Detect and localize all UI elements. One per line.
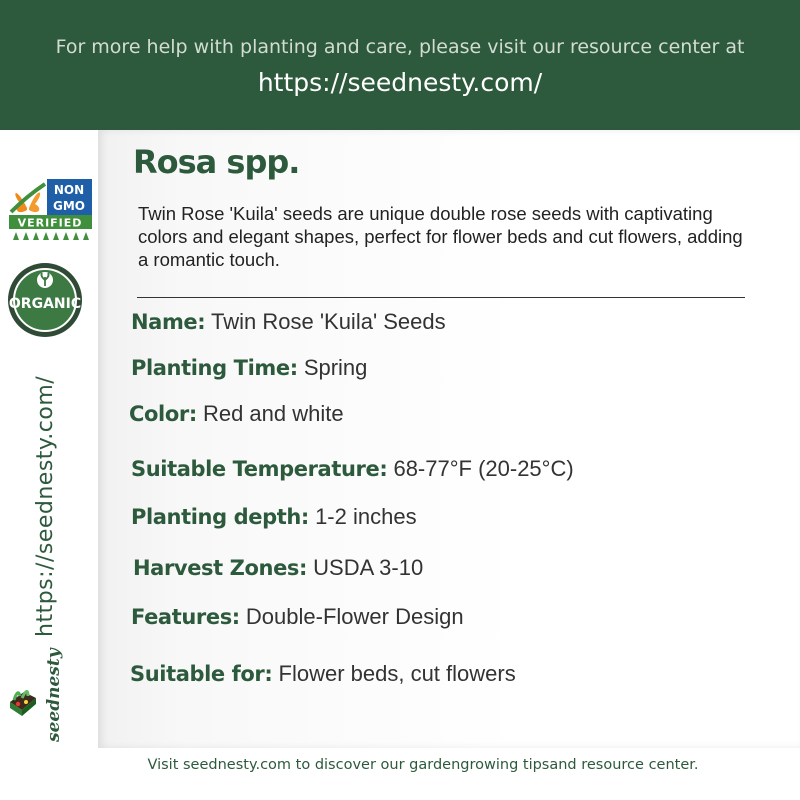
divider xyxy=(137,297,745,298)
spec-value: Twin Rose 'Kuila' Seeds xyxy=(211,309,446,334)
vertical-website-url[interactable]: https://seednesty.com/ xyxy=(33,375,58,637)
spec-label: Harvest Zones: xyxy=(133,556,308,580)
spec-row-harvest-zones xyxy=(133,555,423,581)
spec-row-planting-time xyxy=(131,355,367,381)
banner-message: For more help with planting and care, please visit our resource center at xyxy=(55,36,745,58)
spec-row-planting-depth xyxy=(131,504,417,530)
spec-value: USDA 3-10 xyxy=(313,555,424,580)
footer-message: Visit seednesty.com to discover our gardengrowing tipsand resource center. xyxy=(147,757,699,773)
spec-label: Planting depth: xyxy=(131,505,309,529)
organic-badge xyxy=(5,262,85,338)
spec-row-color xyxy=(129,401,344,427)
spec-row-features xyxy=(131,604,464,630)
product-title: Rosa spp. xyxy=(133,143,300,181)
nongmo-line2: GMO xyxy=(53,199,85,213)
spec-label: Planting Time: xyxy=(131,356,298,380)
spec-value: Red and white xyxy=(202,401,344,426)
spec-row-suitable-for xyxy=(130,661,516,687)
nongmo-line1: NON xyxy=(53,183,85,197)
organic-label: ORGANIC xyxy=(8,296,82,312)
spec-value: 68-77°F (20-25°C) xyxy=(393,456,574,481)
non-gmo-verified-badge xyxy=(7,178,93,240)
spec-value: Double-Flower Design xyxy=(245,604,464,629)
vertical-logo-text: seednesty xyxy=(44,648,64,742)
spec-label: Suitable for: xyxy=(130,662,273,686)
spec-row-name xyxy=(131,309,446,335)
spec-value: Flower beds, cut flowers xyxy=(278,661,516,686)
nongmo-line3: VERIFIED xyxy=(17,216,83,230)
product-description: Twin Rose 'Kuila' seeds are unique double rose seeds with captivating colors and elegant shapes, perfect for flower beds and cut flowers, adding a romantic touch. xyxy=(138,203,743,270)
spec-label: Suitable Temperature: xyxy=(131,457,388,481)
spec-row-temperature xyxy=(131,456,574,482)
spec-label: Name: xyxy=(131,310,206,334)
spec-value: 1-2 inches xyxy=(315,504,417,529)
spec-value: Spring xyxy=(303,355,368,380)
top-banner xyxy=(0,0,800,130)
banner-url-link[interactable]: https://seednesty.com/ xyxy=(257,68,543,97)
spec-label: Features: xyxy=(131,605,240,629)
spec-label: Color: xyxy=(129,402,197,426)
